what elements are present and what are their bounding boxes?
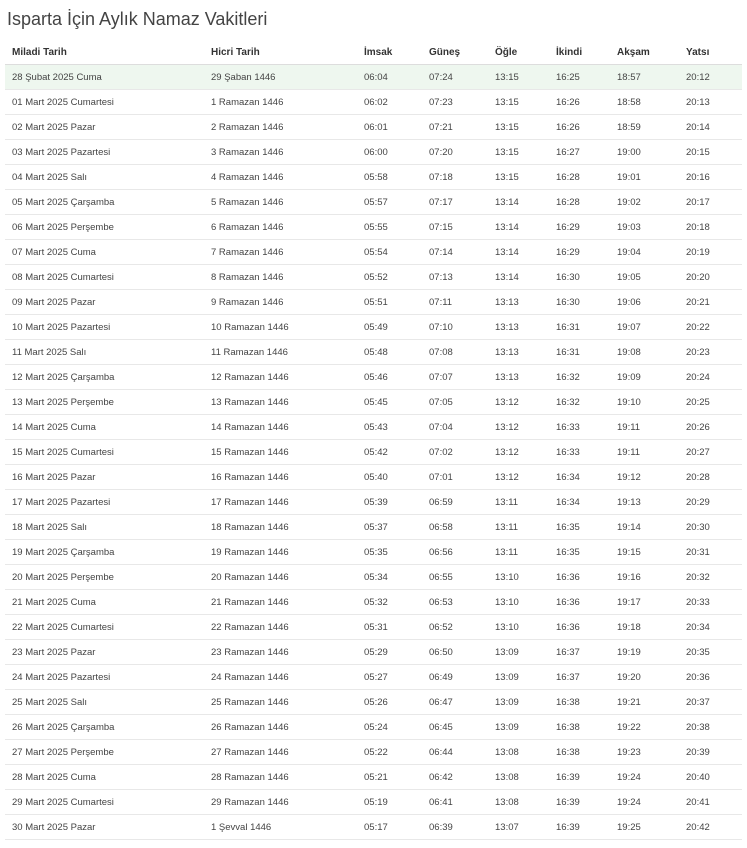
cell-hicri-tarih: 29 Ramazan 1446 <box>204 790 357 815</box>
cell-yatsi: 20:16 <box>679 165 742 190</box>
cell-hicri-tarih: 25 Ramazan 1446 <box>204 690 357 715</box>
cell-ikindi: 16:34 <box>549 465 610 490</box>
cell-miladi-tarih: 29 Mart 2025 Cumartesi <box>5 790 204 815</box>
cell-hicri-tarih: 26 Ramazan 1446 <box>204 715 357 740</box>
cell-aksam: 19:10 <box>610 390 679 415</box>
cell-gunes: 07:18 <box>422 165 488 190</box>
cell-gunes: 07:04 <box>422 415 488 440</box>
cell-aksam: 19:23 <box>610 740 679 765</box>
cell-miladi-tarih: 10 Mart 2025 Pazartesi <box>5 315 204 340</box>
cell-ikindi: 16:35 <box>549 540 610 565</box>
cell-ikindi: 16:31 <box>549 315 610 340</box>
cell-gunes: 06:50 <box>422 640 488 665</box>
cell-aksam: 19:14 <box>610 515 679 540</box>
cell-aksam: 19:17 <box>610 590 679 615</box>
cell-imsak: 05:21 <box>357 765 422 790</box>
cell-hicri-tarih: 18 Ramazan 1446 <box>204 515 357 540</box>
cell-ogle: 13:12 <box>488 415 549 440</box>
cell-ogle: 13:10 <box>488 590 549 615</box>
cell-hicri-tarih: 8 Ramazan 1446 <box>204 265 357 290</box>
cell-aksam: 19:12 <box>610 465 679 490</box>
cell-ogle: 13:09 <box>488 715 549 740</box>
cell-miladi-tarih: 28 Şubat 2025 Cuma <box>5 65 204 90</box>
cell-miladi-tarih: 26 Mart 2025 Çarşamba <box>5 715 204 740</box>
table-row <box>5 440 742 465</box>
cell-ogle: 13:09 <box>488 665 549 690</box>
cell-hicri-tarih: 13 Ramazan 1446 <box>204 390 357 415</box>
header-ogle: Öğle <box>488 40 549 65</box>
cell-imsak: 05:45 <box>357 390 422 415</box>
cell-miladi-tarih: 01 Mart 2025 Cumartesi <box>5 90 204 115</box>
cell-gunes: 07:14 <box>422 240 488 265</box>
cell-ikindi: 16:28 <box>549 190 610 215</box>
cell-imsak: 05:42 <box>357 440 422 465</box>
cell-gunes: 06:53 <box>422 590 488 615</box>
cell-imsak: 05:31 <box>357 615 422 640</box>
cell-ogle: 13:13 <box>488 315 549 340</box>
cell-gunes: 06:45 <box>422 715 488 740</box>
cell-yatsi: 20:29 <box>679 490 742 515</box>
cell-yatsi: 20:38 <box>679 715 742 740</box>
cell-hicri-tarih: 24 Ramazan 1446 <box>204 665 357 690</box>
cell-imsak: 05:29 <box>357 640 422 665</box>
cell-ikindi: 16:36 <box>549 590 610 615</box>
cell-hicri-tarih: 22 Ramazan 1446 <box>204 615 357 640</box>
cell-ogle: 13:15 <box>488 165 549 190</box>
cell-ogle: 13:15 <box>488 65 549 90</box>
cell-yatsi: 20:15 <box>679 140 742 165</box>
cell-hicri-tarih: 4 Ramazan 1446 <box>204 165 357 190</box>
cell-imsak: 05:54 <box>357 240 422 265</box>
cell-gunes: 06:52 <box>422 615 488 640</box>
cell-gunes: 06:47 <box>422 690 488 715</box>
cell-miladi-tarih: 08 Mart 2025 Cumartesi <box>5 265 204 290</box>
cell-ikindi: 16:36 <box>549 615 610 640</box>
table-row <box>5 790 742 815</box>
cell-ogle: 13:09 <box>488 690 549 715</box>
cell-imsak: 06:01 <box>357 115 422 140</box>
cell-gunes: 07:23 <box>422 90 488 115</box>
cell-yatsi: 20:33 <box>679 590 742 615</box>
cell-yatsi: 20:12 <box>679 65 742 90</box>
cell-hicri-tarih: 27 Ramazan 1446 <box>204 740 357 765</box>
cell-aksam: 19:18 <box>610 615 679 640</box>
cell-hicri-tarih: 1 Şevval 1446 <box>204 815 357 840</box>
cell-miladi-tarih: 30 Mart 2025 Pazar <box>5 815 204 840</box>
cell-yatsi: 20:17 <box>679 190 742 215</box>
table-row <box>5 340 742 365</box>
cell-imsak: 05:51 <box>357 290 422 315</box>
cell-gunes: 07:05 <box>422 390 488 415</box>
cell-yatsi: 20:42 <box>679 815 742 840</box>
cell-miladi-tarih: 07 Mart 2025 Cuma <box>5 240 204 265</box>
cell-ogle: 13:11 <box>488 540 549 565</box>
cell-miladi-tarih: 03 Mart 2025 Pazartesi <box>5 140 204 165</box>
table-body <box>5 65 742 840</box>
cell-gunes: 06:39 <box>422 815 488 840</box>
table-row <box>5 540 742 565</box>
cell-yatsi: 20:18 <box>679 215 742 240</box>
table-row <box>5 365 742 390</box>
cell-imsak: 05:19 <box>357 790 422 815</box>
cell-miladi-tarih: 21 Mart 2025 Cuma <box>5 590 204 615</box>
cell-imsak: 05:52 <box>357 265 422 290</box>
cell-ogle: 13:08 <box>488 765 549 790</box>
cell-imsak: 05:58 <box>357 165 422 190</box>
cell-yatsi: 20:35 <box>679 640 742 665</box>
cell-yatsi: 20:21 <box>679 290 742 315</box>
cell-gunes: 07:07 <box>422 365 488 390</box>
cell-aksam: 19:02 <box>610 190 679 215</box>
cell-aksam: 19:11 <box>610 440 679 465</box>
cell-yatsi: 20:31 <box>679 540 742 565</box>
table-row <box>5 740 742 765</box>
cell-hicri-tarih: 1 Ramazan 1446 <box>204 90 357 115</box>
cell-imsak: 05:27 <box>357 665 422 690</box>
cell-miladi-tarih: 11 Mart 2025 Salı <box>5 340 204 365</box>
cell-imsak: 05:40 <box>357 465 422 490</box>
cell-imsak: 05:26 <box>357 690 422 715</box>
header-ikindi: İkindi <box>549 40 610 65</box>
cell-gunes: 07:21 <box>422 115 488 140</box>
cell-hicri-tarih: 16 Ramazan 1446 <box>204 465 357 490</box>
cell-gunes: 07:08 <box>422 340 488 365</box>
header-miladi-tarih: Miladi Tarih <box>5 40 204 65</box>
cell-yatsi: 20:20 <box>679 265 742 290</box>
cell-gunes: 06:58 <box>422 515 488 540</box>
cell-yatsi: 20:23 <box>679 340 742 365</box>
cell-yatsi: 20:22 <box>679 315 742 340</box>
table-row <box>5 415 742 440</box>
header-hicri-tarih: Hicri Tarih <box>204 40 357 65</box>
cell-ikindi: 16:39 <box>549 790 610 815</box>
cell-yatsi: 20:39 <box>679 740 742 765</box>
cell-gunes: 07:10 <box>422 315 488 340</box>
cell-ikindi: 16:36 <box>549 565 610 590</box>
cell-aksam: 19:15 <box>610 540 679 565</box>
cell-ikindi: 16:30 <box>549 290 610 315</box>
cell-hicri-tarih: 11 Ramazan 1446 <box>204 340 357 365</box>
cell-hicri-tarih: 5 Ramazan 1446 <box>204 190 357 215</box>
table-row <box>5 65 742 90</box>
cell-gunes: 07:15 <box>422 215 488 240</box>
table-row <box>5 315 742 340</box>
cell-ogle: 13:12 <box>488 465 549 490</box>
cell-ogle: 13:08 <box>488 740 549 765</box>
cell-yatsi: 20:34 <box>679 615 742 640</box>
cell-miladi-tarih: 06 Mart 2025 Perşembe <box>5 215 204 240</box>
cell-hicri-tarih: 2 Ramazan 1446 <box>204 115 357 140</box>
cell-miladi-tarih: 24 Mart 2025 Pazartesi <box>5 665 204 690</box>
cell-miladi-tarih: 16 Mart 2025 Pazar <box>5 465 204 490</box>
table-row <box>5 115 742 140</box>
table-row <box>5 90 742 115</box>
cell-ogle: 13:10 <box>488 565 549 590</box>
cell-yatsi: 20:27 <box>679 440 742 465</box>
cell-aksam: 18:58 <box>610 90 679 115</box>
page-title: Isparta İçin Aylık Namaz Vakitleri <box>7 9 268 29</box>
cell-miladi-tarih: 14 Mart 2025 Cuma <box>5 415 204 440</box>
table-row <box>5 290 742 315</box>
cell-imsak: 05:34 <box>357 565 422 590</box>
cell-ogle: 13:15 <box>488 140 549 165</box>
table-row <box>5 715 742 740</box>
cell-gunes: 07:13 <box>422 265 488 290</box>
cell-aksam: 19:21 <box>610 690 679 715</box>
cell-gunes: 07:02 <box>422 440 488 465</box>
cell-yatsi: 20:14 <box>679 115 742 140</box>
cell-aksam: 19:06 <box>610 290 679 315</box>
cell-ikindi: 16:29 <box>549 240 610 265</box>
cell-hicri-tarih: 20 Ramazan 1446 <box>204 565 357 590</box>
cell-hicri-tarih: 19 Ramazan 1446 <box>204 540 357 565</box>
cell-imsak: 05:43 <box>357 415 422 440</box>
cell-ikindi: 16:33 <box>549 440 610 465</box>
cell-miladi-tarih: 17 Mart 2025 Pazartesi <box>5 490 204 515</box>
cell-hicri-tarih: 17 Ramazan 1446 <box>204 490 357 515</box>
cell-yatsi: 20:26 <box>679 415 742 440</box>
cell-ogle: 13:13 <box>488 365 549 390</box>
cell-miladi-tarih: 28 Mart 2025 Cuma <box>5 765 204 790</box>
header-yatsi: Yatsı <box>679 40 742 65</box>
header-row <box>5 40 742 65</box>
cell-aksam: 19:13 <box>610 490 679 515</box>
cell-miladi-tarih: 13 Mart 2025 Perşembe <box>5 390 204 415</box>
cell-ikindi: 16:37 <box>549 665 610 690</box>
cell-ikindi: 16:33 <box>549 415 610 440</box>
table-row <box>5 465 742 490</box>
cell-aksam: 19:25 <box>610 815 679 840</box>
cell-gunes: 07:24 <box>422 65 488 90</box>
cell-gunes: 06:59 <box>422 490 488 515</box>
prayer-times-table <box>5 40 742 840</box>
cell-imsak: 06:02 <box>357 90 422 115</box>
cell-imsak: 05:49 <box>357 315 422 340</box>
cell-yatsi: 20:32 <box>679 565 742 590</box>
cell-miladi-tarih: 05 Mart 2025 Çarşamba <box>5 190 204 215</box>
cell-ogle: 13:13 <box>488 340 549 365</box>
cell-yatsi: 20:37 <box>679 690 742 715</box>
cell-hicri-tarih: 7 Ramazan 1446 <box>204 240 357 265</box>
cell-imsak: 05:37 <box>357 515 422 540</box>
cell-imsak: 05:46 <box>357 365 422 390</box>
cell-ogle: 13:11 <box>488 490 549 515</box>
table-row <box>5 765 742 790</box>
cell-ogle: 13:14 <box>488 215 549 240</box>
cell-ogle: 13:10 <box>488 615 549 640</box>
header-aksam: Akşam <box>610 40 679 65</box>
table-row <box>5 190 742 215</box>
table-row <box>5 815 742 840</box>
cell-miladi-tarih: 22 Mart 2025 Cumartesi <box>5 615 204 640</box>
cell-imsak: 05:22 <box>357 740 422 765</box>
cell-miladi-tarih: 18 Mart 2025 Salı <box>5 515 204 540</box>
cell-gunes: 07:11 <box>422 290 488 315</box>
cell-miladi-tarih: 15 Mart 2025 Cumartesi <box>5 440 204 465</box>
cell-aksam: 19:01 <box>610 165 679 190</box>
cell-imsak: 05:32 <box>357 590 422 615</box>
cell-ikindi: 16:26 <box>549 115 610 140</box>
cell-ogle: 13:11 <box>488 515 549 540</box>
cell-gunes: 06:56 <box>422 540 488 565</box>
cell-miladi-tarih: 19 Mart 2025 Çarşamba <box>5 540 204 565</box>
cell-aksam: 19:22 <box>610 715 679 740</box>
cell-ogle: 13:07 <box>488 815 549 840</box>
cell-gunes: 06:49 <box>422 665 488 690</box>
cell-imsak: 05:48 <box>357 340 422 365</box>
table-row <box>5 265 742 290</box>
cell-gunes: 07:01 <box>422 465 488 490</box>
cell-aksam: 18:57 <box>610 65 679 90</box>
cell-miladi-tarih: 04 Mart 2025 Salı <box>5 165 204 190</box>
cell-aksam: 19:07 <box>610 315 679 340</box>
cell-imsak: 05:24 <box>357 715 422 740</box>
header-gunes: Güneş <box>422 40 488 65</box>
cell-hicri-tarih: 21 Ramazan 1446 <box>204 590 357 615</box>
cell-aksam: 19:03 <box>610 215 679 240</box>
table-row <box>5 690 742 715</box>
cell-imsak: 05:17 <box>357 815 422 840</box>
cell-ogle: 13:15 <box>488 90 549 115</box>
cell-ikindi: 16:34 <box>549 490 610 515</box>
cell-ikindi: 16:37 <box>549 640 610 665</box>
cell-miladi-tarih: 20 Mart 2025 Perşembe <box>5 565 204 590</box>
cell-aksam: 19:24 <box>610 790 679 815</box>
cell-miladi-tarih: 02 Mart 2025 Pazar <box>5 115 204 140</box>
cell-yatsi: 20:24 <box>679 365 742 390</box>
cell-ikindi: 16:30 <box>549 265 610 290</box>
cell-hicri-tarih: 12 Ramazan 1446 <box>204 365 357 390</box>
cell-ikindi: 16:38 <box>549 715 610 740</box>
table-row <box>5 640 742 665</box>
cell-aksam: 19:00 <box>610 140 679 165</box>
cell-ikindi: 16:25 <box>549 65 610 90</box>
cell-miladi-tarih: 23 Mart 2025 Pazar <box>5 640 204 665</box>
cell-imsak: 05:57 <box>357 190 422 215</box>
cell-hicri-tarih: 9 Ramazan 1446 <box>204 290 357 315</box>
table-row <box>5 490 742 515</box>
cell-ogle: 13:12 <box>488 440 549 465</box>
cell-ikindi: 16:35 <box>549 515 610 540</box>
table-row <box>5 215 742 240</box>
cell-yatsi: 20:30 <box>679 515 742 540</box>
cell-ogle: 13:13 <box>488 290 549 315</box>
cell-yatsi: 20:28 <box>679 465 742 490</box>
table-row <box>5 515 742 540</box>
cell-ikindi: 16:32 <box>549 365 610 390</box>
cell-gunes: 06:44 <box>422 740 488 765</box>
cell-aksam: 19:19 <box>610 640 679 665</box>
cell-ikindi: 16:27 <box>549 140 610 165</box>
cell-ikindi: 16:28 <box>549 165 610 190</box>
cell-ogle: 13:08 <box>488 790 549 815</box>
cell-gunes: 06:41 <box>422 790 488 815</box>
cell-imsak: 06:00 <box>357 140 422 165</box>
table-row <box>5 615 742 640</box>
cell-aksam: 19:16 <box>610 565 679 590</box>
cell-yatsi: 20:13 <box>679 90 742 115</box>
cell-hicri-tarih: 28 Ramazan 1446 <box>204 765 357 790</box>
cell-yatsi: 20:19 <box>679 240 742 265</box>
cell-imsak: 06:04 <box>357 65 422 90</box>
cell-ikindi: 16:29 <box>549 215 610 240</box>
cell-aksam: 19:04 <box>610 240 679 265</box>
cell-ikindi: 16:39 <box>549 765 610 790</box>
cell-ikindi: 16:32 <box>549 390 610 415</box>
table-row <box>5 565 742 590</box>
cell-miladi-tarih: 12 Mart 2025 Çarşamba <box>5 365 204 390</box>
cell-miladi-tarih: 27 Mart 2025 Perşembe <box>5 740 204 765</box>
cell-gunes: 06:42 <box>422 765 488 790</box>
cell-hicri-tarih: 3 Ramazan 1446 <box>204 140 357 165</box>
cell-aksam: 18:59 <box>610 115 679 140</box>
cell-ikindi: 16:26 <box>549 90 610 115</box>
cell-ikindi: 16:39 <box>549 815 610 840</box>
cell-imsak: 05:35 <box>357 540 422 565</box>
table-row <box>5 390 742 415</box>
cell-aksam: 19:09 <box>610 365 679 390</box>
cell-ogle: 13:14 <box>488 265 549 290</box>
cell-ogle: 13:14 <box>488 190 549 215</box>
cell-hicri-tarih: 14 Ramazan 1446 <box>204 415 357 440</box>
table-row <box>5 165 742 190</box>
table-row <box>5 665 742 690</box>
cell-imsak: 05:55 <box>357 215 422 240</box>
table-row <box>5 140 742 165</box>
table-row <box>5 590 742 615</box>
cell-imsak: 05:39 <box>357 490 422 515</box>
cell-hicri-tarih: 29 Şaban 1446 <box>204 65 357 90</box>
cell-aksam: 19:24 <box>610 765 679 790</box>
cell-gunes: 07:17 <box>422 190 488 215</box>
cell-hicri-tarih: 15 Ramazan 1446 <box>204 440 357 465</box>
table-row <box>5 240 742 265</box>
cell-hicri-tarih: 6 Ramazan 1446 <box>204 215 357 240</box>
cell-gunes: 07:20 <box>422 140 488 165</box>
cell-yatsi: 20:40 <box>679 765 742 790</box>
cell-hicri-tarih: 10 Ramazan 1446 <box>204 315 357 340</box>
cell-gunes: 06:55 <box>422 565 488 590</box>
cell-hicri-tarih: 23 Ramazan 1446 <box>204 640 357 665</box>
cell-miladi-tarih: 09 Mart 2025 Pazar <box>5 290 204 315</box>
cell-ogle: 13:15 <box>488 115 549 140</box>
cell-ikindi: 16:31 <box>549 340 610 365</box>
table-header <box>5 40 742 65</box>
cell-yatsi: 20:25 <box>679 390 742 415</box>
cell-ikindi: 16:38 <box>549 690 610 715</box>
cell-yatsi: 20:41 <box>679 790 742 815</box>
cell-aksam: 19:05 <box>610 265 679 290</box>
cell-miladi-tarih: 25 Mart 2025 Salı <box>5 690 204 715</box>
cell-ogle: 13:12 <box>488 390 549 415</box>
cell-yatsi: 20:36 <box>679 665 742 690</box>
cell-aksam: 19:20 <box>610 665 679 690</box>
cell-aksam: 19:08 <box>610 340 679 365</box>
cell-aksam: 19:11 <box>610 415 679 440</box>
header-imsak: İmsak <box>357 40 422 65</box>
cell-ogle: 13:09 <box>488 640 549 665</box>
cell-ogle: 13:14 <box>488 240 549 265</box>
cell-ikindi: 16:38 <box>549 740 610 765</box>
